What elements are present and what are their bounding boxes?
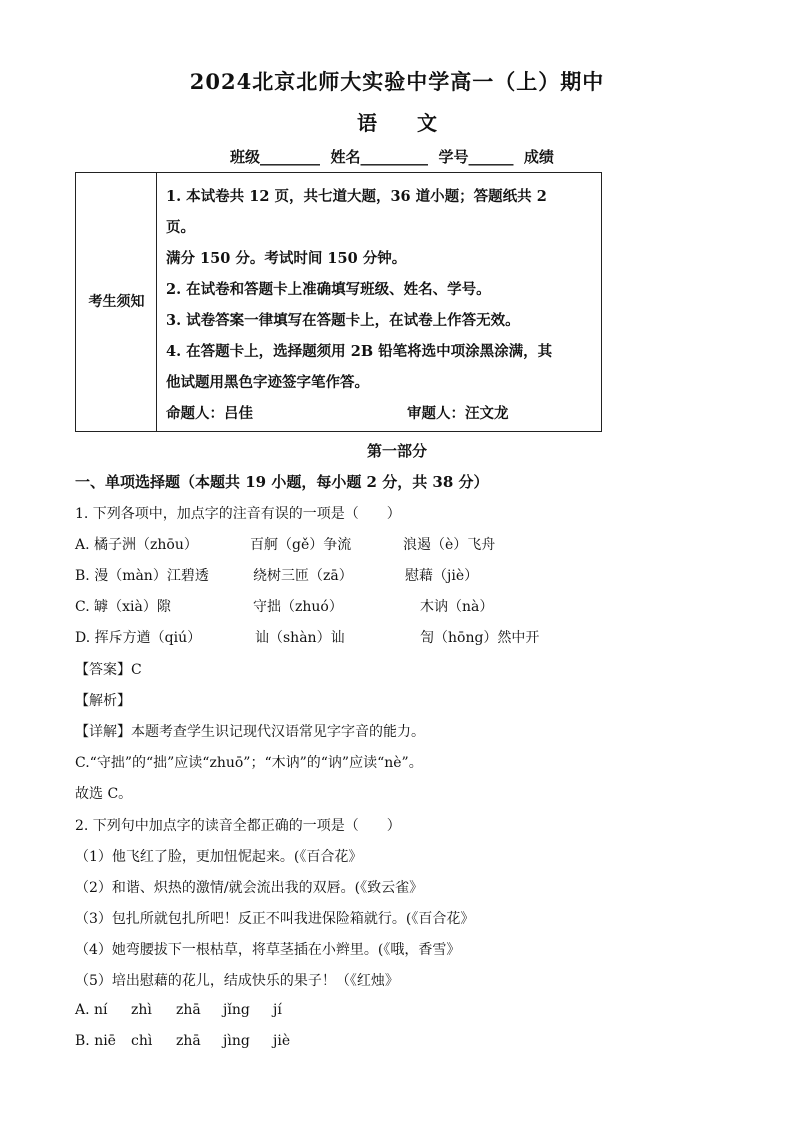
q1-explanation: C.“守拙”的“拙”应读“zhuō”；“木讷”的“讷”应读“nè”。 [75, 755, 423, 771]
q1-answer: 【答案】C [75, 662, 142, 678]
q2-option-a-item: zhì [131, 1002, 152, 1018]
name-field: 姓名_________ [330, 148, 428, 166]
q1-analysis-tag: 【解析】 [75, 693, 131, 709]
student-info-line [230, 146, 554, 167]
q2-option-b: B. niē [75, 1033, 116, 1049]
q2-option-a-item: zhā [176, 1002, 201, 1018]
q1-option-c: C. 罅（xià）隙 [75, 599, 171, 615]
notice-line: 满分 150 分。考试时间 150 分钟。 [166, 250, 407, 267]
notice-line: 1. 本试卷共 12 页，共七道大题，36 道小题；答题纸共 2 [166, 188, 547, 205]
q2-option-b-item: chì [131, 1033, 153, 1049]
setter-name: 命题人：吕佳 [166, 405, 253, 422]
notice-line: 页。 [166, 219, 195, 236]
q1-detail: 【详解】本题考查学生识记现代汉语常见字字音的能力。 [75, 724, 425, 740]
q2-option-a-item: jí [273, 1002, 282, 1018]
q1-option-c-item: 木讷（nà） [420, 599, 494, 615]
q2-sentence: （4）她弯腰拔下一根枯草，将草茎插在小辫里。(《哦，香雪》 [75, 942, 461, 958]
q1-option-d-item: 讪（shàn）讪 [255, 630, 345, 646]
q1-option-b: B. 漫（màn）江碧透 [75, 568, 209, 584]
q2-option-b-item: zhā [176, 1033, 201, 1049]
q2-option-a-item: jǐng [223, 1002, 250, 1018]
section-heading: 第一部分 [366, 442, 427, 460]
notice-label: 考生须知 [88, 294, 145, 310]
q1-option-c-item: 守拙（zhuó） [253, 599, 343, 615]
exam-title: 2024北京北师大实验中学高一（上）期中 [189, 69, 605, 94]
q1-option-b-item: 慰藉（jiè） [405, 568, 479, 584]
subject-title: 语文 [357, 111, 477, 135]
reviewer-name: 审题人：汪文龙 [407, 405, 509, 422]
q1-option-a: A. 橘子洲（zhōu） [75, 537, 198, 553]
class-field: 班级________ [230, 148, 321, 166]
notice-line: 2. 在试卷和答题卡上准确填写班级、姓名、学号。 [166, 281, 491, 298]
q1-conclusion: 故选 C。 [75, 786, 133, 802]
q1-option-a-item: 百舸（gě）争流 [250, 537, 352, 553]
q2-option-b-item: jiè [273, 1033, 291, 1049]
q2-sentence: （5）培出慰藉的花儿，结成快乐的果子！（《红烛》 [75, 973, 399, 989]
part-heading: 一、单项选择题（本题共 19 小题，每小题 2 分，共 38 分） [75, 473, 489, 491]
notice-line: 4. 在答题卡上，选择题须用 2B 铅笔将选中项涂黑涂满，其 [166, 343, 553, 360]
q1-option-d: D. 挥斥方遒（qiú） [75, 630, 202, 646]
exam-notice-table [75, 172, 602, 432]
q2-sentence: （2）和谐、炽热的激情/就会流出我的双唇。(《致云雀》 [75, 880, 424, 896]
q1-option-a-item: 浪遏（è）飞舟 [403, 537, 496, 553]
score-field: 成绩 [523, 148, 554, 166]
question-1-stem: 1. 下列各项中，加点字的注音有误的一项是（ ） [75, 506, 401, 522]
notice-line: 3. 试卷答案一律填写在答题卡上，在试卷上作答无效。 [166, 312, 520, 329]
question-2-stem: 2. 下列句中加点字的读音全都正确的一项是（ ） [75, 818, 401, 834]
q1-option-d-item: 訇（hōng）然中开 [420, 630, 540, 646]
notice-line: 他试题用黑色字迹签字笔作答。 [166, 374, 369, 391]
q2-sentence: （1）他飞红了脸，更加忸怩起来。(《百合花》 [75, 849, 363, 865]
q1-option-b-item: 绕树三匝（zā） [253, 568, 353, 584]
student-id-field: 学号______ [438, 148, 514, 166]
q2-option-b-item: jìng [223, 1033, 250, 1049]
q2-sentence: （3）包扎所就包扎所吧！反正不叫我进保险箱就行。(《百合花》 [75, 911, 475, 927]
notice-label-cell [76, 173, 157, 431]
q2-option-a: A. ní [75, 1002, 108, 1018]
